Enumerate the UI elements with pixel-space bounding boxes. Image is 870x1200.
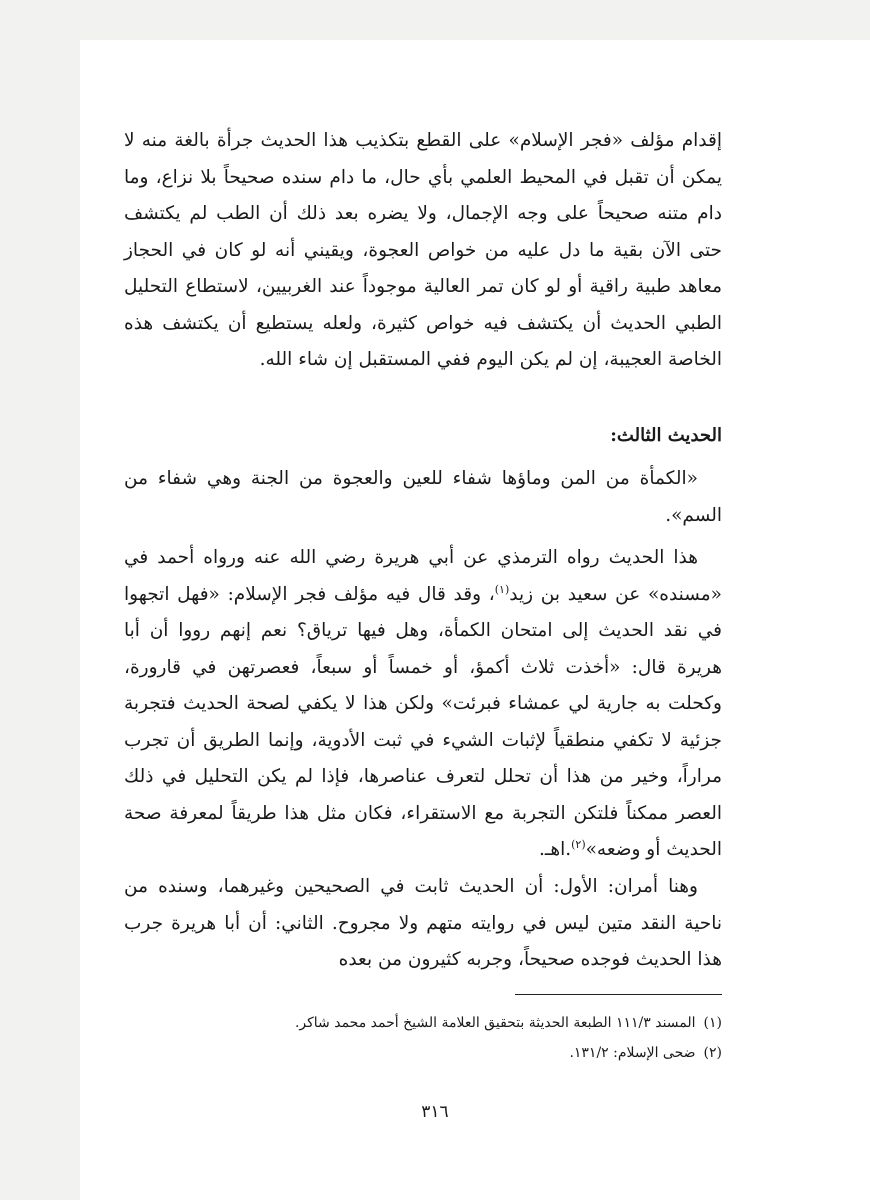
footnote-ref-2: (٢) bbox=[571, 837, 586, 851]
paragraph-3 bbox=[124, 540, 722, 869]
paragraph-4: وهنا أمران: الأول: أن الحديث ثابت في الصحيحين وغيرهما، وسنده من ناحية النقد متين ليس في روايته متهم ولا مجروح. الثاني: أن أبا هريرة جرب هذا الحديث فوجده صحيحاً، وجربه كثيرون من بعده bbox=[124, 876, 722, 970]
footnotes-list bbox=[124, 1008, 722, 1068]
footnote-text: ضحى الإسلام: ١٣١/٢. bbox=[569, 1045, 696, 1061]
paragraph-3-part-a: هذا الحديث رواه الترمذي عن أبي هريرة رضي الله عنه ورواه أحمد في «مسنده» عن سعيد بن زيد bbox=[124, 547, 722, 605]
footnote-ref-1: (١) bbox=[494, 582, 510, 596]
paragraph-3-part-b: ، وقد قال فيه مؤلف فجر الإسلام: «فهل اتجهوا في نقد الحديث إلى امتحان الكمأة، وهل فيها ترياق؟ نعم إنهم رووا أن أبا هريرة قال: «أخذت ثلاث أكمؤ، أو خمساً أو سبعاً، فعصرتهن في قارورة، وكحلت به جارية لي عمشاء فبرئت» ولكن هذا لا يكفي لصحة الحديث فتجربة جزئية لا تكفي منطقياً لإثبات الشيء في ثبت الأدوية، وإنما الطريق أن تجرب مراراً، وخير من هذا أن تحلل لتعرف عناصرها، فإذا لم يكن التحليل في ذلك العصر ممكناً فلتكن التجربة مع الاستقراء، فكان مثل هذا طريقاً لمعرفة صحة الحديث أو وضعه» bbox=[124, 583, 722, 860]
page-number: ٣١٦ bbox=[421, 1102, 449, 1122]
hadith-quote: «الكمأة من المن وماؤها شفاء للعين والعجوة من الجنة وهي شفاء من السم». bbox=[124, 468, 722, 526]
footnote-number: (٢) bbox=[703, 1045, 722, 1061]
section-heading: الحديث الثالث: bbox=[610, 425, 722, 446]
footnote-1 bbox=[124, 1008, 722, 1038]
footnote-2 bbox=[124, 1038, 722, 1068]
footnote-number: (١) bbox=[703, 1015, 722, 1031]
footnote-text: المسند ١١١/٣ الطبعة الحديثة بتحقيق العلامة الشيخ أحمد محمد شاكر. bbox=[294, 1015, 696, 1031]
paragraph-1: إقدام مؤلف «فجر الإسلام» على القطع بتكذيب هذا الحديث جرأة بالغة منه لا يمكن أن تقبل في المحيط العلمي بأي حال، ما دام سنده صحيحاً بلا نزاع، وما دام متنه صحيحاً على وجه الإجمال، ولا يضره بعد ذلك أن الطب لم يكتشف حتى الآن بقية ما دل عليه من خواص العجوة، ويقيني أنه لو كان في الحجاز معاهد طبية راقية أو لو كان تمر العالية موجوداً عند الغربيين، لاستطاع التحليل الطبي الحديث أن يكتشف فيه خواص كثيرة، ولعله يستطيع أن يكتشف هذه الخاصة العجيبة، إن لم يكن اليوم ففي المستقبل إن شاء الله. bbox=[124, 130, 722, 370]
paragraph-3-part-c: .اهـ. bbox=[539, 839, 572, 860]
footnote-divider bbox=[515, 994, 722, 995]
